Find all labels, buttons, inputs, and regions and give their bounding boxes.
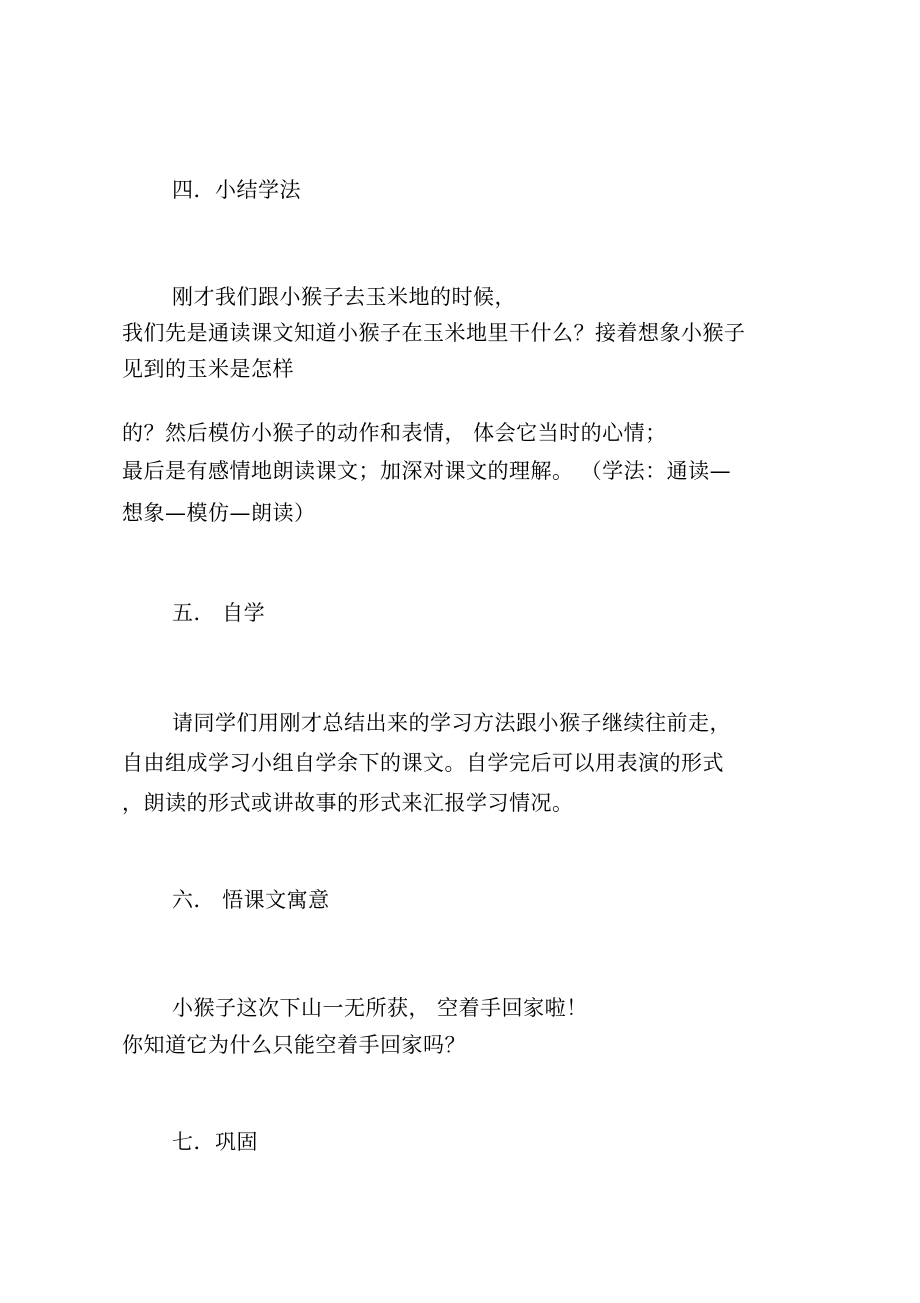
paragraph-line: 刚才我们跟小猴子去玉米地的时候， [172,285,516,309]
paragraph-line: 你知道它为什么只能空着手回家吗？ [122,1033,466,1057]
section-heading-summary: 四．小结学法 [172,178,301,202]
paragraph-line: 请同学们用刚才总结出来的学习方法跟小猴子继续往前走， [172,711,731,735]
paragraph-line: 最后是有感情地朗读课文；加深对课文的理解。 （学法：通读— [122,459,732,483]
paragraph-line: ，朗读的形式或讲故事的形式来汇报学习情况。 [122,791,574,815]
section-heading-meaning: 六． 悟课文寓意 [172,888,330,912]
paragraph-line: 小猴子这次下山一无所获， 空着手回家啦！ [172,996,588,1020]
paragraph-line: 的？然后模仿小猴子的动作和表情， 体会它当时的心情； [122,421,667,445]
section-heading-self-study: 五． 自学 [172,601,266,625]
section-heading-consolidate: 七．巩固 [172,1130,258,1154]
paragraph-line: 我们先是通读课文知道小猴子在玉米地里干什么？接着想象小猴子 [122,321,746,345]
paragraph-line: 自由组成学习小组自学余下的课文。自学完后可以用表演的形式 [122,751,724,775]
paragraph-line: 想象—模仿—朗读） [122,501,316,525]
paragraph-line: 见到的玉米是怎样 [122,357,294,381]
